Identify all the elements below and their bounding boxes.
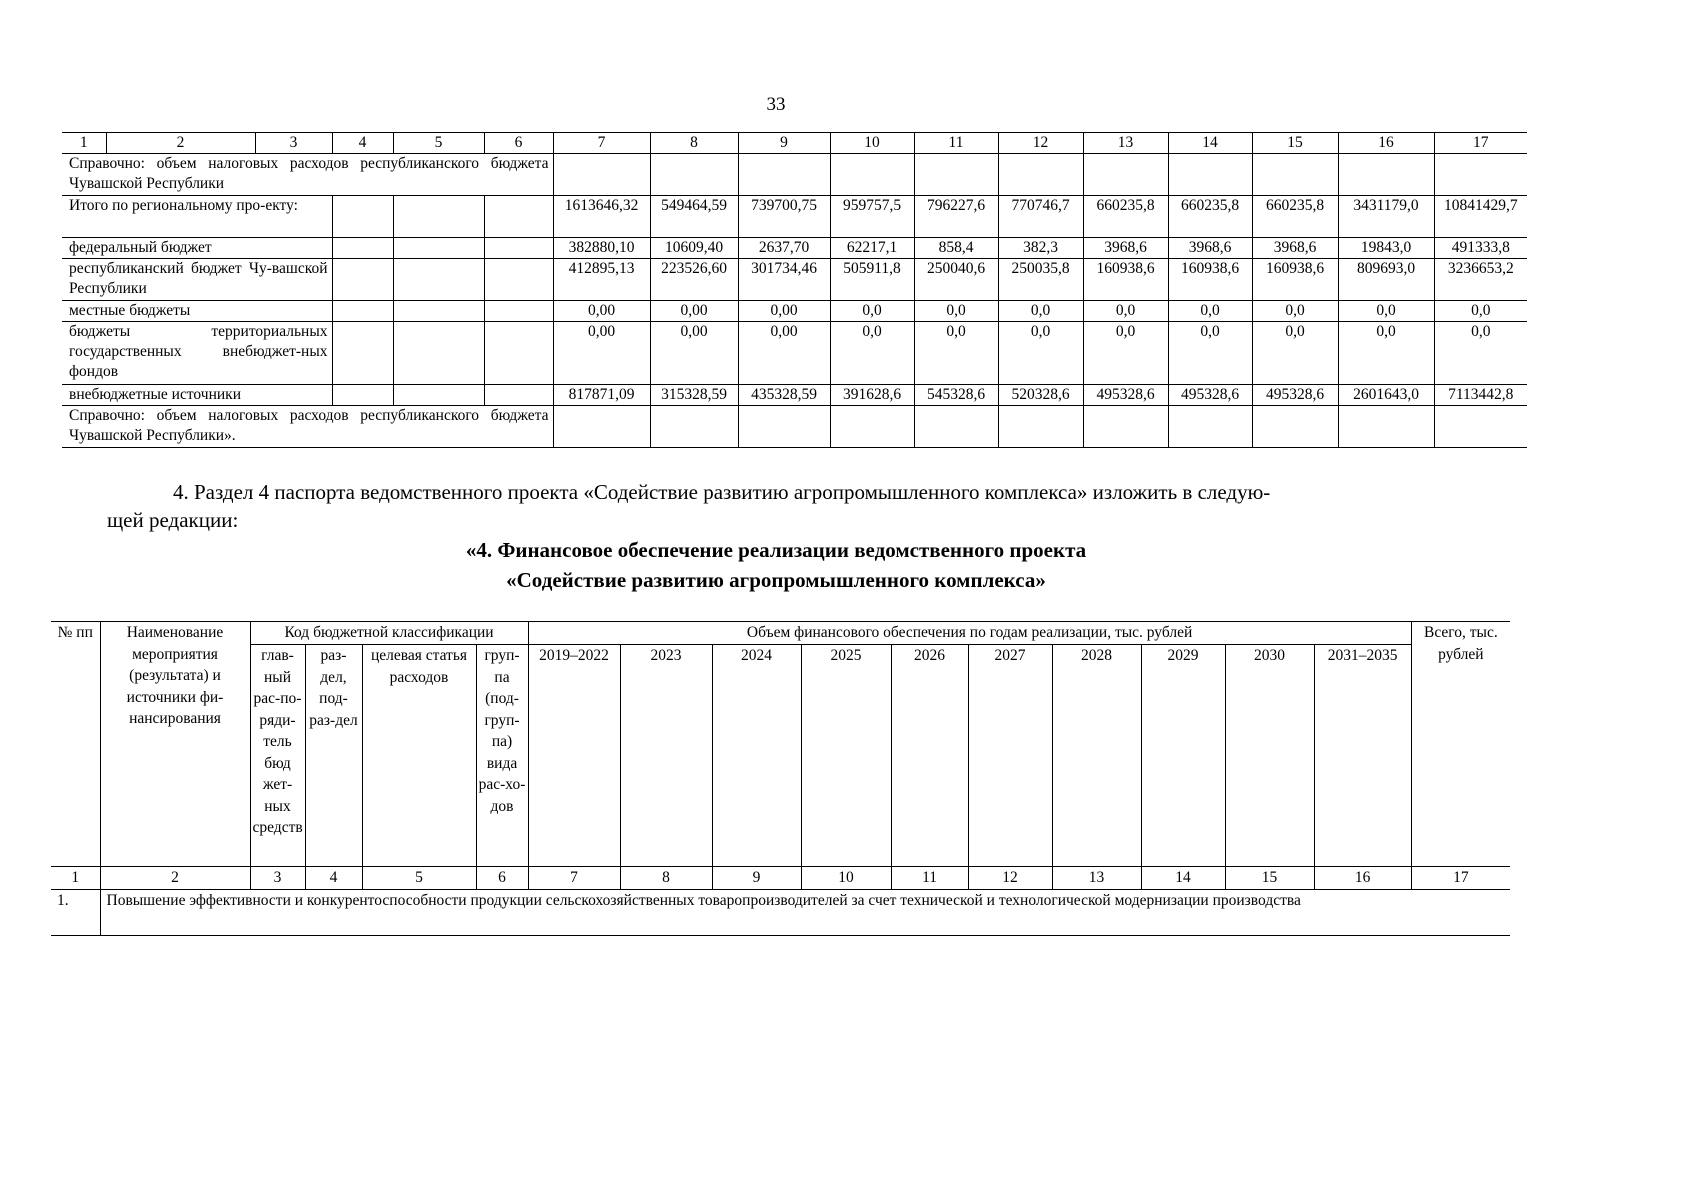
value-cell bbox=[553, 406, 650, 448]
value-cell bbox=[738, 154, 830, 196]
value-cell: 0,0 bbox=[1168, 301, 1252, 322]
column-number-cell: 2 bbox=[100, 867, 250, 890]
value-cell: 0,0 bbox=[830, 301, 914, 322]
value-cell: 0,0 bbox=[1252, 322, 1338, 385]
value-cell: 223526,60 bbox=[650, 259, 738, 301]
column-number-cell: 15 bbox=[1225, 867, 1314, 890]
header-year: 2023 bbox=[620, 645, 712, 867]
value-cell: 2601643,0 bbox=[1338, 385, 1434, 406]
column-number-cell: 10 bbox=[830, 133, 914, 154]
code-cell bbox=[484, 301, 553, 322]
value-cell: 0,0 bbox=[830, 322, 914, 385]
value-cell bbox=[553, 154, 650, 196]
column-number-cell: 3 bbox=[250, 867, 305, 890]
column-number-cell: 12 bbox=[998, 133, 1083, 154]
header-year: 2025 bbox=[801, 645, 891, 867]
value-cell: 1613646,32 bbox=[553, 196, 650, 238]
code-cell bbox=[393, 385, 484, 406]
value-cell: 809693,0 bbox=[1338, 259, 1434, 301]
column-number-cell: 14 bbox=[1141, 867, 1225, 890]
row-label: Итого по региональному про-екту: bbox=[62, 196, 332, 238]
column-number-cell: 16 bbox=[1338, 133, 1434, 154]
code-cell bbox=[393, 301, 484, 322]
column-number-cell: 11 bbox=[891, 867, 968, 890]
code-cell bbox=[332, 301, 393, 322]
value-cell: 3431179,0 bbox=[1338, 196, 1434, 238]
value-cell: 412895,13 bbox=[553, 259, 650, 301]
row-label: Справочно: объем налоговых расходов республиканского бюджета Чувашской Республики». bbox=[62, 406, 553, 448]
value-cell: 0,0 bbox=[1252, 301, 1338, 322]
value-cell: 2637,70 bbox=[738, 238, 830, 259]
value-cell: 160938,6 bbox=[1252, 259, 1338, 301]
paragraph-line-1: 4. Раздел 4 паспорта ведомственного проекта «Содействие развитию агропромышленного комплекса» изложить в следую- bbox=[173, 480, 1271, 504]
value-cell bbox=[1434, 154, 1527, 196]
value-cell bbox=[1252, 154, 1338, 196]
value-cell bbox=[998, 406, 1083, 448]
value-cell bbox=[650, 154, 738, 196]
column-number-cell: 1 bbox=[51, 867, 100, 890]
header-year: 2031–2035 bbox=[1314, 645, 1411, 867]
value-cell bbox=[914, 154, 998, 196]
code-cell bbox=[484, 196, 553, 238]
value-cell: 19843,0 bbox=[1338, 238, 1434, 259]
row-label: федеральный бюджет bbox=[62, 238, 332, 259]
financial-support-table bbox=[51, 621, 1510, 936]
value-cell: 545328,6 bbox=[914, 385, 998, 406]
value-cell: 62217,1 bbox=[830, 238, 914, 259]
value-cell: 660235,8 bbox=[1168, 196, 1252, 238]
value-cell bbox=[1083, 154, 1168, 196]
column-number-cell: 3 bbox=[255, 133, 332, 154]
value-cell: 549464,59 bbox=[650, 196, 738, 238]
column-number-cell: 8 bbox=[620, 867, 712, 890]
column-number-cell: 7 bbox=[528, 867, 620, 890]
value-cell: 0,0 bbox=[1434, 301, 1527, 322]
value-cell: 3968,6 bbox=[1168, 238, 1252, 259]
value-cell: 0,0 bbox=[914, 301, 998, 322]
value-cell: 3968,6 bbox=[1083, 238, 1168, 259]
value-cell bbox=[914, 406, 998, 448]
code-cell bbox=[393, 259, 484, 301]
value-cell: 10841429,7 bbox=[1434, 196, 1527, 238]
value-cell: 959757,5 bbox=[830, 196, 914, 238]
value-cell: 0,00 bbox=[553, 301, 650, 322]
row-label: внебюджетные источники bbox=[62, 385, 332, 406]
header-section-subsection: раз-дел, под-раз-дел bbox=[305, 645, 362, 867]
column-number-cell: 5 bbox=[362, 867, 476, 890]
row-label: Справочно: объем налоговых расходов республиканского бюджета Чувашской Республики bbox=[62, 154, 553, 196]
page-number: 33 bbox=[766, 94, 786, 115]
code-cell bbox=[484, 259, 553, 301]
value-cell: 495328,6 bbox=[1083, 385, 1168, 406]
value-cell: 10609,40 bbox=[650, 238, 738, 259]
code-cell bbox=[332, 196, 393, 238]
value-cell: 796227,6 bbox=[914, 196, 998, 238]
column-number-cell: 17 bbox=[1411, 867, 1510, 890]
column-number-cell: 14 bbox=[1168, 133, 1252, 154]
header-year: 2027 bbox=[968, 645, 1052, 867]
value-cell: 0,0 bbox=[1083, 322, 1168, 385]
code-cell bbox=[332, 238, 393, 259]
value-cell: 660235,8 bbox=[1252, 196, 1338, 238]
value-cell: 0,00 bbox=[553, 322, 650, 385]
value-cell: 739700,75 bbox=[738, 196, 830, 238]
column-number-cell: 9 bbox=[738, 133, 830, 154]
value-cell bbox=[1338, 154, 1434, 196]
row-number: 1. bbox=[51, 889, 100, 935]
header-row-number: № пп bbox=[51, 622, 100, 867]
value-cell: 160938,6 bbox=[1168, 259, 1252, 301]
value-cell bbox=[830, 154, 914, 196]
value-cell: 0,0 bbox=[998, 322, 1083, 385]
code-cell bbox=[393, 322, 484, 385]
row-label: бюджеты территориальных государственных внебюджет-ных фондов bbox=[62, 322, 332, 385]
header-activity-name: Наименование мероприятия (результата) и источники фи-нансирования bbox=[100, 622, 250, 867]
code-cell bbox=[484, 322, 553, 385]
header-target-item: целевая статья расходов bbox=[362, 645, 476, 867]
column-number-cell: 9 bbox=[712, 867, 801, 890]
value-cell: 250035,8 bbox=[998, 259, 1083, 301]
section-heading-line-1: «4. Финансовое обеспечение реализации ведомственного проекта bbox=[465, 538, 1087, 562]
value-cell bbox=[998, 154, 1083, 196]
value-cell bbox=[1338, 406, 1434, 448]
value-cell: 0,0 bbox=[914, 322, 998, 385]
section-heading-line-2: «Содействие развитию агропромышленного комплекса» bbox=[506, 568, 1046, 592]
header-year: 2024 bbox=[712, 645, 801, 867]
code-cell bbox=[393, 196, 484, 238]
header-budget-code: Код бюджетной классификации bbox=[250, 622, 528, 645]
header-year: 2019–2022 bbox=[528, 645, 620, 867]
value-cell: 391628,6 bbox=[830, 385, 914, 406]
value-cell: 382880,10 bbox=[553, 238, 650, 259]
value-cell: 382,3 bbox=[998, 238, 1083, 259]
column-number-cell: 5 bbox=[393, 133, 484, 154]
row-label: республиканский бюджет Чу-вашской Республики bbox=[62, 259, 332, 301]
column-number-cell: 16 bbox=[1314, 867, 1411, 890]
column-number-cell: 2 bbox=[106, 133, 255, 154]
row-activity-text: Повышение эффективности и конкурентоспособности продукции сельскохозяйственных товаропроизводителей за счет технической и технологической модернизации производства bbox=[100, 889, 1510, 935]
value-cell bbox=[1168, 154, 1252, 196]
header-year: 2028 bbox=[1052, 645, 1141, 867]
value-cell bbox=[830, 406, 914, 448]
value-cell: 0,0 bbox=[998, 301, 1083, 322]
value-cell: 0,0 bbox=[1338, 301, 1434, 322]
header-total: Всего, тыс. рублей bbox=[1411, 622, 1510, 867]
header-year: 2030 bbox=[1225, 645, 1314, 867]
header-expense-group: груп-па (под-груп-па) вида рас-хо-дов bbox=[476, 645, 528, 867]
value-cell: 0,0 bbox=[1083, 301, 1168, 322]
value-cell: 505911,8 bbox=[830, 259, 914, 301]
code-cell bbox=[332, 322, 393, 385]
value-cell: 435328,59 bbox=[738, 385, 830, 406]
value-cell bbox=[1083, 406, 1168, 448]
value-cell: 7113442,8 bbox=[1434, 385, 1527, 406]
column-number-cell: 4 bbox=[305, 867, 362, 890]
value-cell: 817871,09 bbox=[553, 385, 650, 406]
header-funding-by-year: Объем финансового обеспечения по годам реализации, тыс. рублей bbox=[528, 622, 1411, 645]
amendment-paragraph bbox=[107, 478, 1472, 534]
value-cell: 660235,8 bbox=[1083, 196, 1168, 238]
column-number-cell: 4 bbox=[332, 133, 393, 154]
column-number-cell: 6 bbox=[476, 867, 528, 890]
value-cell bbox=[1168, 406, 1252, 448]
value-cell: 0,0 bbox=[1434, 322, 1527, 385]
value-cell: 301734,46 bbox=[738, 259, 830, 301]
value-cell: 315328,59 bbox=[650, 385, 738, 406]
value-cell: 770746,7 bbox=[998, 196, 1083, 238]
value-cell: 0,00 bbox=[738, 322, 830, 385]
column-number-cell: 10 bbox=[801, 867, 891, 890]
code-cell bbox=[393, 238, 484, 259]
column-number-cell: 6 bbox=[484, 133, 553, 154]
value-cell: 0,00 bbox=[738, 301, 830, 322]
value-cell: 495328,6 bbox=[1252, 385, 1338, 406]
value-cell: 250040,6 bbox=[914, 259, 998, 301]
value-cell: 160938,6 bbox=[1083, 259, 1168, 301]
column-number-cell: 13 bbox=[1083, 133, 1168, 154]
value-cell: 3968,6 bbox=[1252, 238, 1338, 259]
column-number-cell: 12 bbox=[968, 867, 1052, 890]
value-cell: 3236653,2 bbox=[1434, 259, 1527, 301]
header-year: 2029 bbox=[1141, 645, 1225, 867]
value-cell bbox=[650, 406, 738, 448]
code-cell bbox=[484, 385, 553, 406]
value-cell: 858,4 bbox=[914, 238, 998, 259]
code-cell bbox=[332, 259, 393, 301]
value-cell: 0,00 bbox=[650, 322, 738, 385]
value-cell: 495328,6 bbox=[1168, 385, 1252, 406]
value-cell bbox=[1252, 406, 1338, 448]
column-number-cell: 7 bbox=[553, 133, 650, 154]
column-number-cell: 8 bbox=[650, 133, 738, 154]
value-cell: 0,0 bbox=[1168, 322, 1252, 385]
column-number-cell: 13 bbox=[1052, 867, 1141, 890]
value-cell: 520328,6 bbox=[998, 385, 1083, 406]
header-year: 2026 bbox=[891, 645, 968, 867]
code-cell bbox=[484, 238, 553, 259]
paragraph-line-2: щей редакции: bbox=[107, 508, 239, 532]
code-cell bbox=[332, 385, 393, 406]
row-label: местные бюджеты bbox=[62, 301, 332, 322]
column-number-cell: 11 bbox=[914, 133, 998, 154]
value-cell bbox=[1434, 406, 1527, 448]
value-cell: 491333,8 bbox=[1434, 238, 1527, 259]
value-cell: 0,00 bbox=[650, 301, 738, 322]
column-number-cell: 1 bbox=[62, 133, 106, 154]
value-cell bbox=[738, 406, 830, 448]
funding-table-continuation bbox=[62, 132, 1527, 448]
column-number-cell: 17 bbox=[1434, 133, 1527, 154]
column-number-cell: 15 bbox=[1252, 133, 1338, 154]
header-chief-administrator: глав-ный рас-по-ряди-тель бюд жет-ных средств bbox=[250, 645, 305, 867]
value-cell: 0,0 bbox=[1338, 322, 1434, 385]
